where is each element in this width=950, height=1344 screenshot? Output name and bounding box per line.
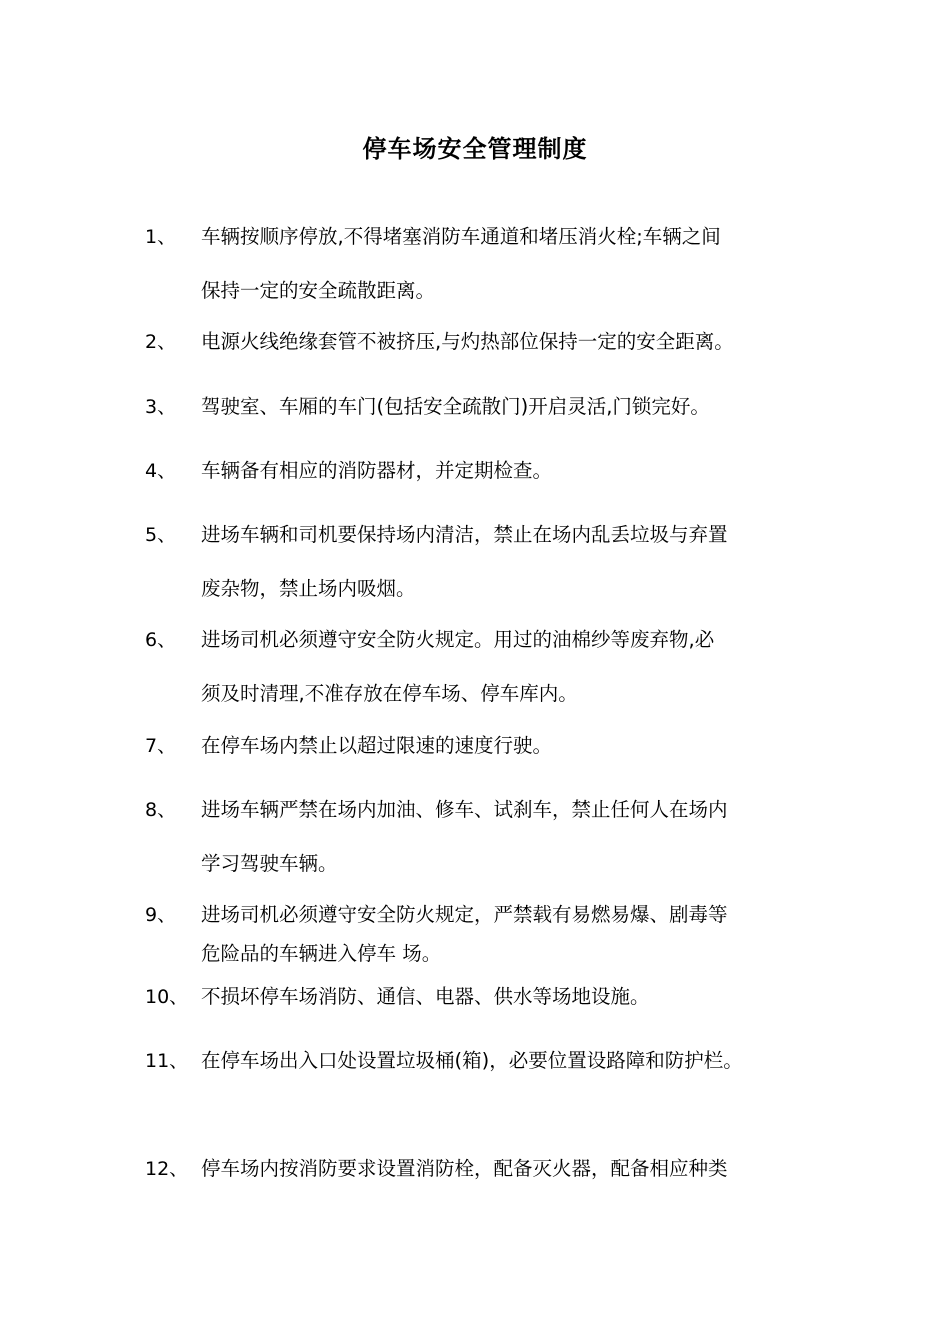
rule-text — [201, 1043, 743, 1079]
rule-number: 11、 — [145, 1050, 189, 1072]
rule-line: 电源火线绝缘套管不被挤压,与灼热部位保持一定的安全距离。 — [201, 330, 734, 353]
rule-number: 4、 — [145, 460, 177, 482]
rule-text — [201, 1151, 728, 1187]
rule-text — [201, 389, 710, 425]
rule-text — [201, 728, 552, 764]
rule-text — [201, 219, 721, 309]
rule-number: 7、 — [145, 735, 177, 757]
rule-text — [201, 324, 734, 360]
rule-number: 8、 — [145, 799, 177, 821]
page-title: 停车场安全管理制度 — [362, 135, 588, 163]
rule-text — [201, 453, 552, 489]
rule-line: 进场车辆严禁在场内加油、修车、试刹车，禁止任何人在场内 — [201, 798, 728, 821]
rule-line: 须及时清理,不准存放在停车场、停车库内。 — [201, 682, 578, 705]
rule-number: 3、 — [145, 396, 177, 418]
rule-number: 12、 — [145, 1158, 189, 1180]
rule-text — [201, 979, 650, 1015]
rule-number: 5、 — [145, 524, 177, 546]
rule-line: 学习驾驶车辆。 — [201, 852, 338, 875]
rule-line: 在停车场出入口处设置垃圾桶(箱)，必要位置设路障和防护栏。 — [201, 1049, 743, 1072]
rule-line: 进场司机必须遵守安全防火规定。用过的油棉纱等废弃物,必 — [201, 628, 715, 651]
rule-line: 进场司机必须遵守安全防火规定，严禁载有易燃易爆、剧毒等 — [201, 903, 728, 926]
rule-line: 进场车辆和司机要保持场内清洁，禁止在场内乱丢垃圾与弃置 — [201, 523, 728, 546]
rule-text — [201, 622, 714, 712]
rule-number: 1、 — [145, 226, 177, 248]
rule-text — [201, 897, 728, 972]
rule-line: 废杂物，禁止场内吸烟。 — [201, 577, 416, 600]
rule-number: 10、 — [145, 986, 189, 1008]
rule-number: 2、 — [145, 331, 177, 353]
rule-number: 6、 — [145, 629, 177, 651]
rule-text — [201, 792, 728, 882]
rule-line: 车辆按顺序停放,不得堵塞消防车通道和堵压消火栓;车辆之间 — [201, 225, 721, 248]
rule-text — [201, 517, 728, 607]
rule-line: 停车场内按消防要求设置消防栓，配备灭火器，配备相应种类 — [201, 1157, 728, 1180]
rule-line: 驾驶室、车厢的车门(包括安全疏散门)开启灵活,门锁完好。 — [201, 395, 710, 418]
rule-line: 保持一定的安全疏散距离。 — [201, 279, 436, 302]
rule-line: 车辆备有相应的消防器材，并定期检查。 — [201, 459, 553, 482]
rule-line: 不损坏停车场消防、通信、电器、供水等场地设施。 — [201, 985, 650, 1008]
rule-line: 危险品的车辆进入停车 场。 — [201, 942, 442, 965]
rule-number: 9、 — [145, 904, 177, 926]
rule-line: 在停车场内禁止以超过限速的速度行驶。 — [201, 734, 553, 757]
